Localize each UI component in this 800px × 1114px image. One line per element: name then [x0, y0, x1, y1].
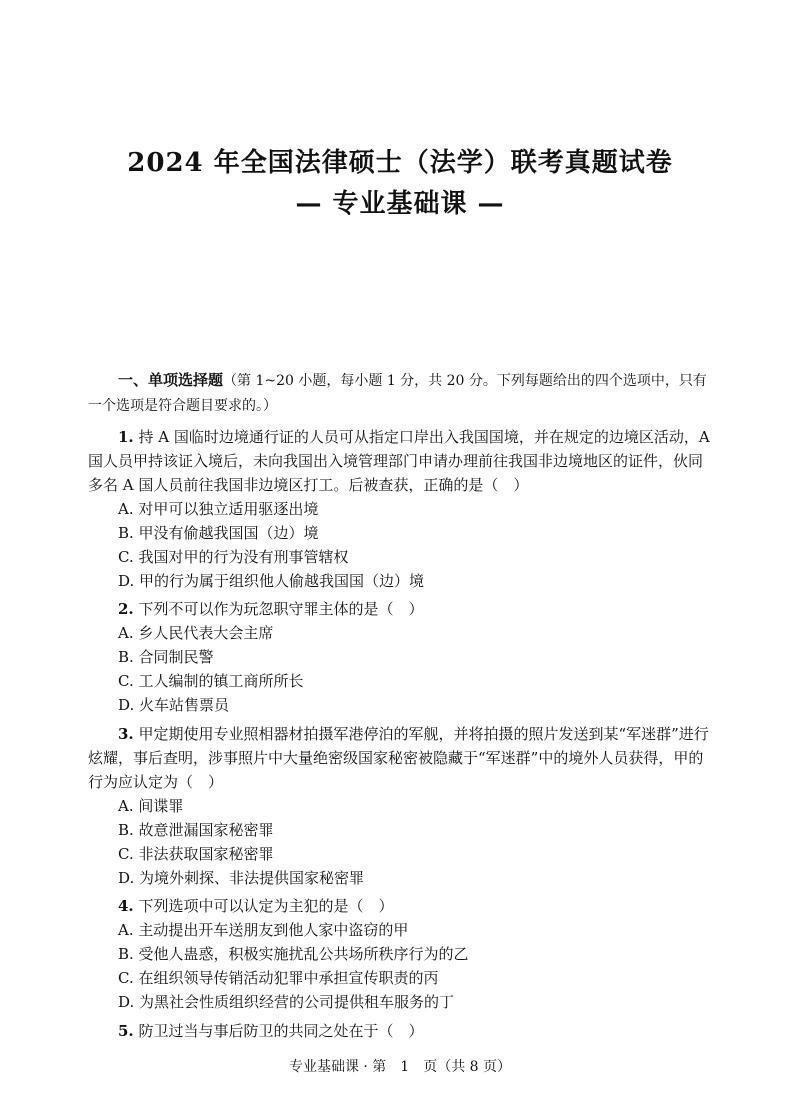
option-c: C. 非法获取国家秘密罪	[118, 845, 274, 863]
question-1	[88, 425, 716, 593]
document-title: 2024 年全国法律硕士（法学）联考真题试卷	[127, 148, 673, 178]
question-1-stem	[88, 425, 716, 497]
option-list	[88, 621, 716, 717]
option-c: C. 我国对甲的行为没有刑事管辖权	[118, 548, 349, 566]
question-text: 下列选项中可以认定为主犯的是（ ）	[138, 897, 394, 915]
option-a: A. 主动提出开车送朋友到他人家中盗窃的甲	[118, 921, 409, 939]
question-3-stem	[88, 722, 716, 794]
option-c: C. 工人编制的镇工商所所长	[118, 672, 304, 690]
question-number: 3.	[118, 725, 134, 743]
option-b: B. 受他人蛊惑，积极实施扰乱公共场所秩序行为的乙	[118, 945, 469, 963]
option-a: A. 对甲可以独立适用驱逐出境	[118, 500, 319, 518]
option-b: B. 合同制民警	[118, 648, 214, 666]
question-number: 5.	[118, 1022, 134, 1040]
section-header	[88, 368, 716, 418]
question-4-stem	[88, 894, 716, 918]
option-c: C. 在组织领导传销活动犯罪中承担宣传职责的丙	[118, 969, 439, 987]
option-list	[88, 794, 716, 890]
question-text: 持 A 国临时边境通行证的人员可从指定口岸出入我国国境，并在规定的边境区活动，A 国人员甲持该证入境后，未向我国出入境管理部门申请办理前往我国非边境地区的证件，伙同多名 A 国人员前往我国非边境区打工。后被查获，正确的是（ ）	[88, 428, 710, 494]
page-footer: 专业基础课 · 第 1 页（共 8 页）	[288, 1059, 512, 1075]
option-d: D. 为黑社会性质组织经营的公司提供租车服务的丁	[118, 993, 455, 1011]
question-2	[88, 597, 716, 717]
question-5	[88, 1019, 716, 1043]
question-number: 4.	[118, 897, 134, 915]
question-5-stem	[88, 1019, 716, 1043]
question-text: 下列不可以作为玩忽职守罪主体的是（ ）	[138, 600, 424, 618]
question-number: 1.	[118, 428, 134, 446]
question-4	[88, 894, 716, 1014]
option-a: A. 乡人民代表大会主席	[118, 624, 274, 642]
option-d: D. 甲的行为属于组织他人偷越我国国（边）境	[118, 572, 425, 590]
question-text: 甲定期使用专业照相器材拍摄军港停泊的军舰，并将拍摄的照片发送到某“军迷群”进行炫耀，事后查明，涉事照片中大量绝密级国家秘密被隐藏于“军迷群”中的境外人员获得，甲的行为应认定为（ ）	[88, 725, 709, 791]
option-d: D. 为境外刺探、非法提供国家秘密罪	[118, 869, 365, 887]
option-b: B. 甲没有偷越我国国（边）境	[118, 524, 319, 542]
option-d: D. 火车站售票员	[118, 696, 230, 714]
option-list	[88, 497, 716, 593]
question-number: 2.	[118, 600, 134, 618]
question-3	[88, 722, 716, 890]
option-b: B. 故意泄漏国家秘密罪	[118, 821, 274, 839]
question-2-stem	[88, 597, 716, 621]
document-subtitle: — 专业基础课 —	[295, 189, 505, 219]
question-text: 防卫过当与事后防卫的共同之处在于（ ）	[138, 1022, 424, 1040]
option-a: A. 间谍罪	[118, 797, 184, 815]
option-list	[88, 918, 716, 1014]
section-heading: 一、单项选择题	[118, 371, 224, 389]
section-instructions: （第 1~20 小题，每小题 1 分，共 20 分。下列每题给出的四个选项中，只有一个选项是符合题目要求的。）	[88, 373, 707, 414]
